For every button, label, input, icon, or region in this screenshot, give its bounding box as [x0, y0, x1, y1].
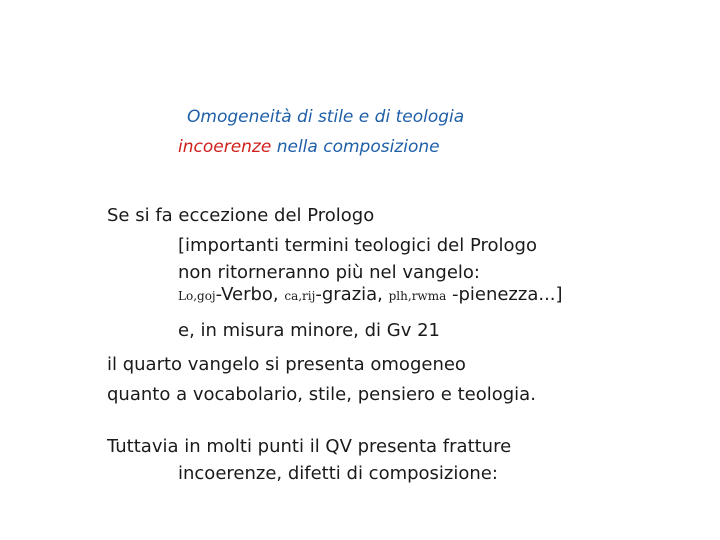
heading-highlight-word: incoerenze [178, 137, 272, 157]
body-line-1: Se si fa eccezione del Prologo [107, 205, 375, 226]
heading-line-2-rest: nella composizione [271, 137, 440, 157]
body-line-4 [178, 284, 563, 307]
heading-line-2 [178, 136, 440, 158]
greek-term-pleroma: plh,rwma [388, 289, 447, 303]
body-line-5: e, in misura minore, di Gv 21 [178, 320, 440, 341]
term-pienezza: -pienezza...] [446, 284, 563, 305]
body-line-7: quanto a vocabolario, stile, pensiero e teologia. [107, 384, 536, 405]
body-line-3: non ritorneranno più nel vangelo: [178, 262, 481, 283]
body-line-8: Tuttavia in molti punti il QV presenta fratture [107, 436, 512, 457]
body-line-6: il quarto vangelo si presenta omogeneo [107, 354, 466, 375]
heading-line-1: Omogeneità di stile e di teologia [187, 107, 465, 127]
term-verbo: -Verbo, [215, 284, 285, 305]
greek-term-logos: Lo,goj [178, 289, 216, 303]
body-line-2: [importanti termini teologici del Prologo [178, 235, 537, 256]
greek-term-charis: ca,rij [284, 289, 316, 303]
term-grazia: -grazia, [315, 284, 389, 305]
body-line-9: incoerenze, difetti di composizione: [178, 463, 498, 484]
